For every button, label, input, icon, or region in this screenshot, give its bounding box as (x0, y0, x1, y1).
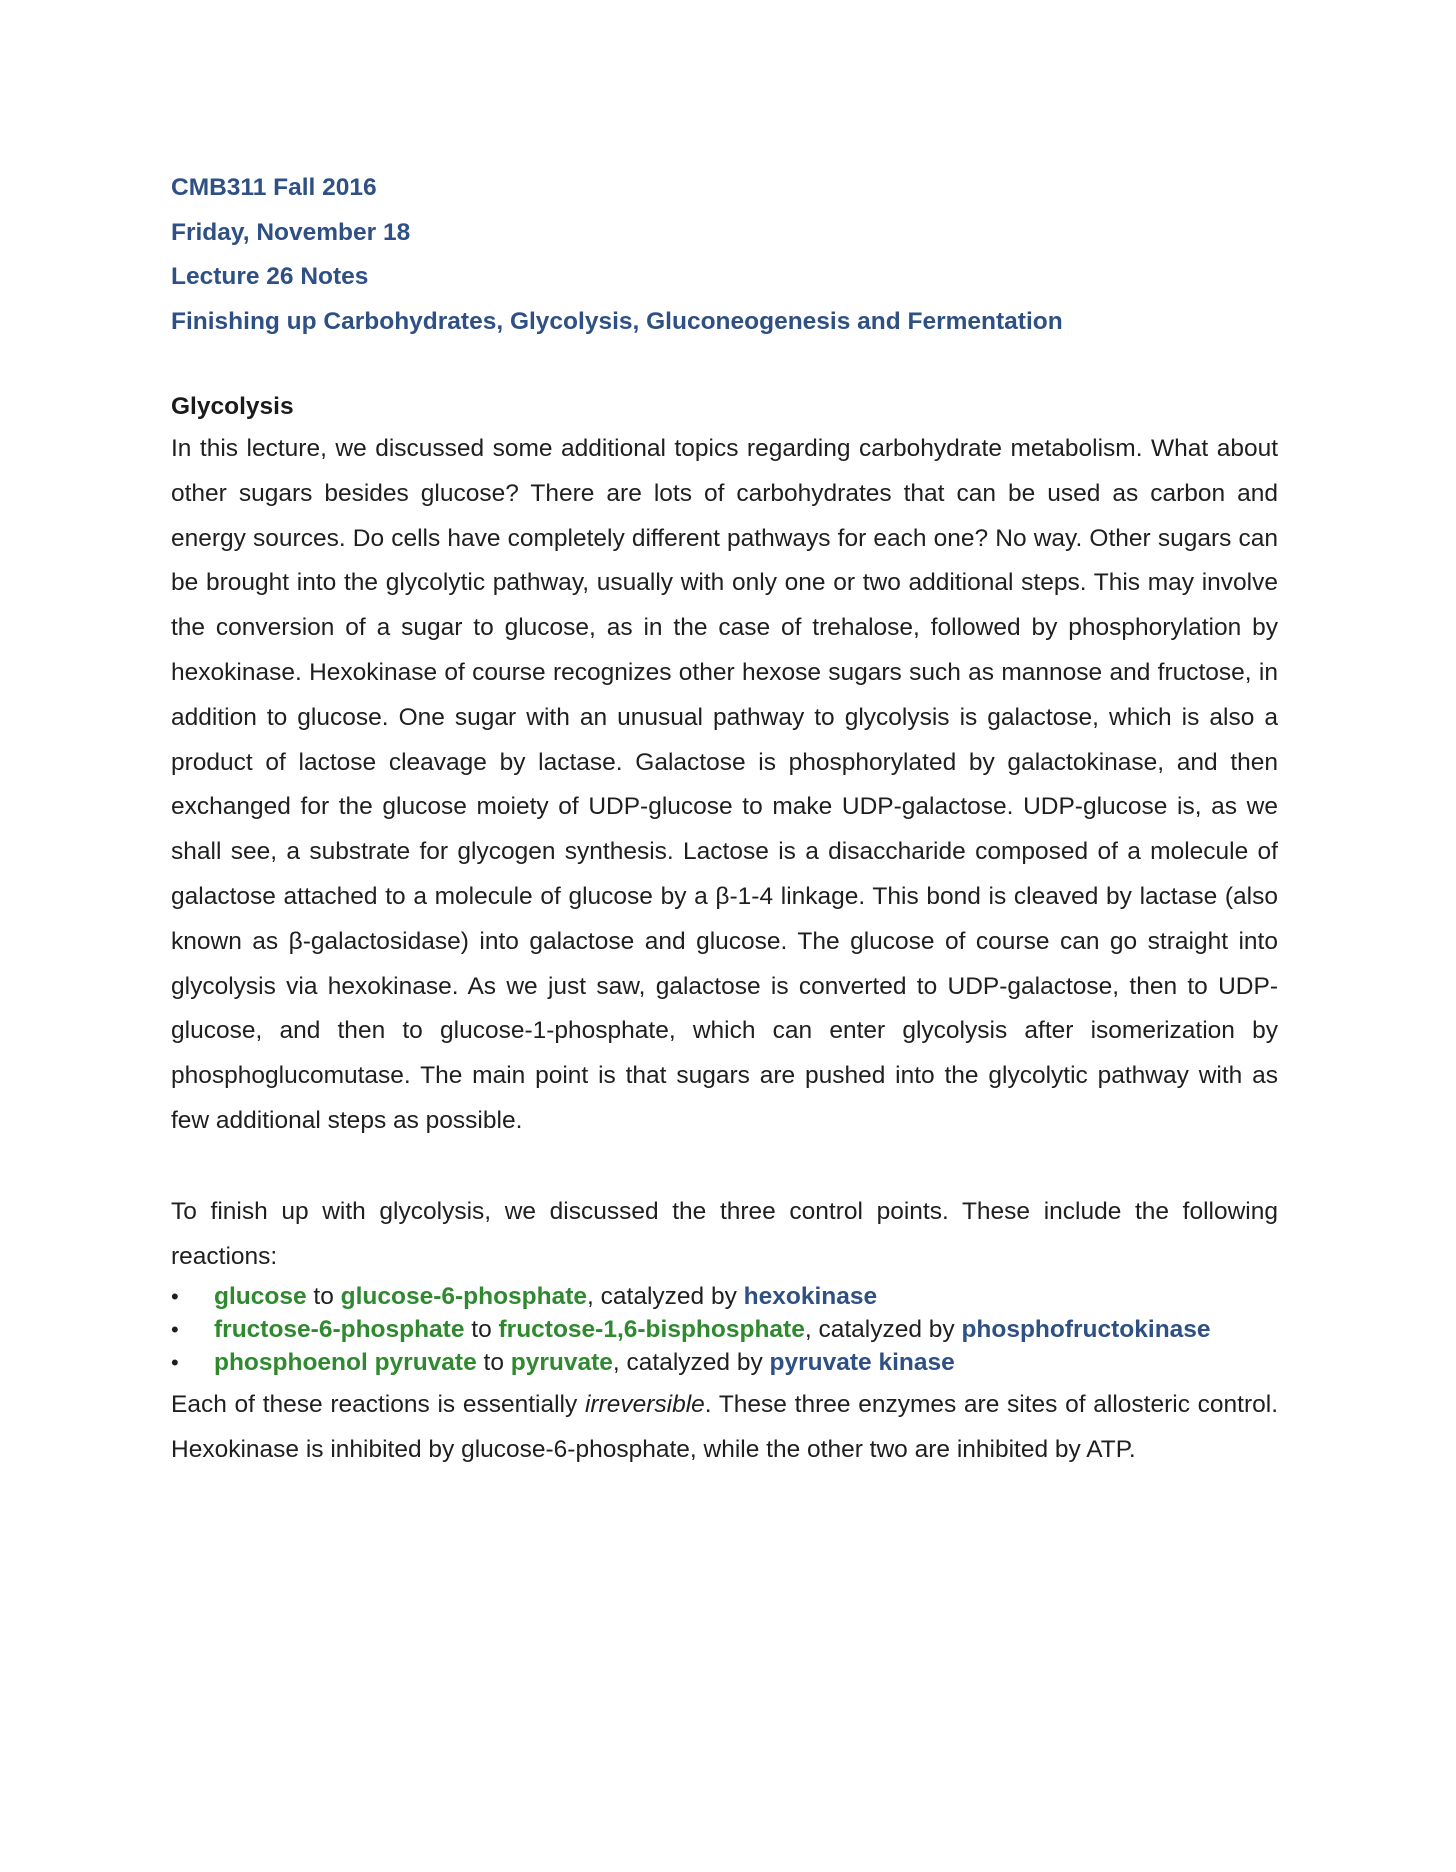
list-item (171, 1313, 1278, 1346)
list-item (171, 1346, 1278, 1379)
document-page (171, 166, 1278, 1473)
reaction-substrate: phosphoenol pyruvate (214, 1349, 477, 1377)
reaction-connector: to (476, 1349, 511, 1377)
lecture-date: Friday, November 18 (171, 218, 411, 246)
reaction-enzyme: phosphofructokinase (961, 1316, 1211, 1344)
reaction-product: fructose-1,6-bisphosphate (498, 1316, 805, 1344)
reaction-substrate: glucose (214, 1283, 307, 1311)
section-heading: Glycolysis (171, 393, 294, 420)
paragraph3-text-before: Each of these reactions is essentially (171, 1391, 585, 1419)
paragraph3-text-after: . These three enzymes are sites of allosteric control. Hexokinase is inhibited by glucose-6-phosphate, while the other two are inhibited by ATP. (171, 1391, 1278, 1464)
body-paragraph-1: In this lecture, we discussed some additional topics regarding carbohydrate metabolism. What about other sugars besides glucose? There are lots of carbohydrates that can be used as carbon and energy sources. Do cells have completely different pathways for each one? No way. Other sugars can be brought into the glycolytic pathway, usually with only one or two additional steps. This may involve the conversion of a sugar to glucose, as in the case of trehalose, followed by phosphorylation by hexokinase. Hexokinase of course recognizes other hexose sugars such as mannose and fructose, in addition to glucose. One sugar with an unusual pathway to glycolysis is galactose, which is also a product of lactose cleavage by lactase. Galactose is phosphorylated by galactokinase, and then exchanged for the glucose moiety of UDP-glucose to make UDP-galactose. UDP-glucose is, as we shall see, a substrate for glycogen synthesis. Lactose is a disaccharide composed of a molecule of galactose attached to a molecule of glucose by a β-1-4 linkage. This bond is cleaved by lactase (also known as β-galactosidase) into galactose and glucose. The glucose of course can go straight into glycolysis via hexokinase. As we just saw, galactose is converted to UDP-galactose, then to UDP-glucose, and then to glucose-1-phosphate, which can enter glycolysis after isomerization by phosphoglucomutase. The main point is that sugars are pushed into the glycolytic pathway with as few additional steps as possible. (171, 435, 1278, 1134)
reaction-enzyme: pyruvate kinase (769, 1349, 955, 1377)
bullet-icon: • (171, 1317, 179, 1343)
reaction-connector: to (464, 1316, 499, 1344)
reaction-catalyzed-text: , catalyzed by (804, 1316, 962, 1344)
body-paragraph-3 (171, 1383, 1278, 1473)
reaction-catalyzed-text: , catalyzed by (587, 1283, 744, 1311)
bullet-icon: • (171, 1284, 179, 1310)
list-item (171, 1280, 1278, 1313)
emphasis-irreversible: irreversible (584, 1391, 705, 1419)
reaction-substrate: fructose-6-phosphate (214, 1316, 465, 1344)
reaction-product: glucose-6-phosphate (340, 1283, 588, 1311)
body-paragraph-2: To finish up with glycolysis, we discussed the three control points. These include the following reactions: (171, 1197, 1278, 1270)
reaction-catalyzed-text: , catalyzed by (612, 1349, 770, 1377)
reaction-product: pyruvate (510, 1349, 613, 1377)
course-title: CMB311 Fall 2016 (171, 174, 377, 201)
bullet-icon: • (171, 1350, 179, 1376)
lecture-topic: Finishing up Carbohydrates, Glycolysis, Gluconeogenesis and Fermentation (171, 307, 1063, 335)
lecture-number: Lecture 26 Notes (171, 263, 369, 290)
reaction-connector: to (306, 1283, 341, 1311)
reaction-enzyme: hexokinase (743, 1283, 878, 1311)
control-points-list (171, 1280, 1278, 1379)
